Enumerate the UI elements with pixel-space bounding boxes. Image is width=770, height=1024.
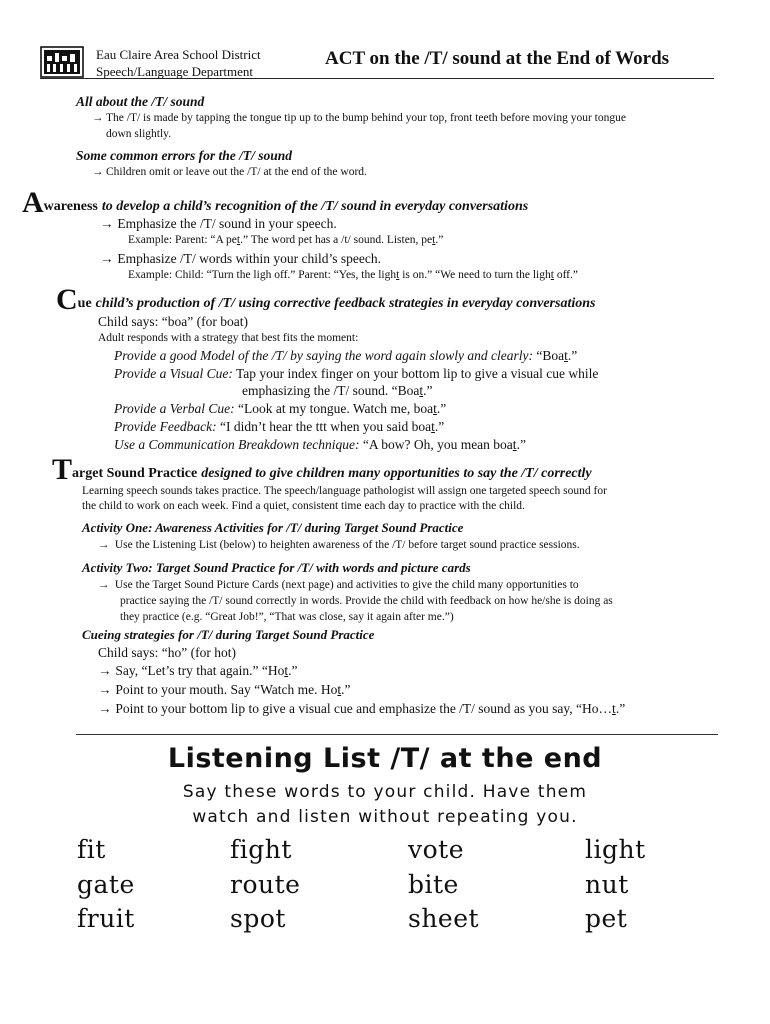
target-initial: T (52, 453, 73, 486)
awareness-example1: Example: Parent: “A pet.” The word pet has a /t/ sound. Listen, pet.” (128, 234, 444, 246)
district-name: Eau Claire Area School District (96, 47, 261, 62)
listening-instructions-line2: watch and listen without repeating you. (192, 807, 578, 827)
word-item: fight (230, 835, 292, 864)
header-district-block (96, 46, 261, 80)
arrow-icon: → (92, 166, 104, 178)
cue-description: child’s production of /T/ using corrective feedback strategies in everyday conversations (95, 296, 596, 311)
cue-visual: Provide a Visual Cue: Tap your index finger on your bottom lip to give a visual cue while (114, 366, 599, 381)
target-intro-line1: Learning speech sounds takes practice. The speech/language pathologist will assign one targeted speech sound for (82, 485, 607, 497)
arrow-icon: → (100, 251, 114, 266)
arrow-icon: → (98, 539, 110, 551)
word-item: light (585, 835, 646, 864)
arrow-icon: → (98, 579, 110, 591)
word-item: fit (77, 835, 106, 864)
section-divider (76, 734, 718, 735)
listening-instructions-line1: Say these words to your child. Have them (182, 782, 588, 802)
activity-two-line2: practice saying the /T/ sound correctly in words. Provide the child with feedback on how he/she is doing as (120, 595, 613, 607)
cue-verbal: Provide a Verbal Cue: “Look at my tongue. Watch me, boat.” (114, 401, 447, 416)
activity-one-item: → Use the Listening List (below) to heighten awareness of the /T/ before target sound practice sessions. (98, 539, 580, 551)
word-item: gate (77, 870, 135, 899)
cueing-item1: → Say, “Let’s try that again.” “Hot.” (98, 663, 298, 678)
target-heading: Target Sound Practice designed to give children many opportunities to say the /T/ correctly (52, 453, 592, 486)
word-item: bite (408, 870, 459, 899)
header-divider (40, 78, 714, 79)
arrow-icon: → (98, 701, 112, 716)
word-item: sheet (408, 904, 480, 933)
about-heading: All about the /T/ sound (76, 94, 205, 109)
awareness-initial: A (22, 186, 44, 219)
target-intro-line2: the child to work on each week. Find a quiet, consistent time each day to practice with the child. (82, 500, 525, 512)
cue-adult-responds: Adult responds with a strategy that best fits the moment: (98, 332, 359, 344)
awareness-heading: Awareness to develop a child’s recognition of the /T/ sound in everyday conversations (22, 186, 529, 219)
activity-two-line1: → Use the Target Sound Picture Cards (next page) and activities to give the child many opportunities to (98, 579, 579, 591)
activity-two-heading: Activity Two: Target Sound Practice for /T/ with words and picture cards (82, 560, 471, 575)
school-district-logo-icon (40, 46, 84, 78)
cue-breakdown: Use a Communication Breakdown technique: “A bow? Oh, you mean boat.” (114, 437, 526, 452)
about-line2: down slightly. (106, 128, 172, 140)
arrow-icon: → (98, 663, 112, 678)
about-line1: → The /T/ is made by tapping the tongue tip up to the bump behind your top, front teeth before moving your tongue (92, 112, 626, 124)
errors-heading: Some common errors for the /T/ sound (76, 148, 293, 163)
awareness-example2: Example: Child: “Turn the ligh off.” Parent: “Yes, the light is on.” “We need to turn the light off.” (128, 269, 578, 281)
cue-heading: Cue child’s production of /T/ using corrective feedback strategies in everyday conversations (56, 283, 596, 316)
activity-one-heading: Activity One: Awareness Activities for /T/ during Target Sound Practice (82, 520, 464, 535)
cue-visual-line2: emphasizing the /T/ sound. “Boat.” (242, 383, 433, 398)
cue-child-says: Child says: “boa” (for boat) (98, 314, 248, 329)
word-item: route (230, 870, 301, 899)
listening-list-title: Listening List /T/ at the end (167, 743, 603, 774)
department-name: Speech/Language Department (96, 64, 254, 79)
word-item: nut (585, 870, 629, 899)
word-item: fruit (77, 904, 135, 933)
cueing-heading: Cueing strategies for /T/ during Target Sound Practice (82, 627, 375, 642)
word-item: spot (230, 904, 286, 933)
arrow-icon: → (98, 682, 112, 697)
cue-model: Provide a good Model of the /T/ by saying the word again slowly and clearly: “Boat.” (114, 348, 578, 363)
page-title: ACT on the /T/ sound at the End of Words (325, 48, 670, 69)
awareness-description: to develop a child’s recognition of the /T/ sound in everyday conversations (101, 199, 529, 214)
cueing-item2: → Point to your mouth. Say “Watch me. Hot.” (98, 682, 351, 697)
errors-line1: → Children omit or leave out the /T/ at the end of the word. (92, 166, 367, 178)
target-description: designed to give children many opportunities to say the /T/ correctly (201, 466, 592, 481)
cue-feedback: Provide Feedback: “I didn’t hear the ttt when you said boat.” (114, 419, 445, 434)
activity-two-line3: they practice (e.g. “Great Job!”, “That was close, say it again after me.”) (120, 611, 454, 623)
awareness-item1: → Emphasize the /T/ sound in your speech. (100, 216, 337, 231)
arrow-icon: → (92, 112, 104, 124)
arrow-icon: → (100, 216, 114, 231)
cueing-item3: → Point to your bottom lip to give a visual cue and emphasize the /T/ sound as you say, “Ho…t.” (98, 701, 626, 716)
cue-initial: C (56, 283, 78, 316)
awareness-item2: → Emphasize /T/ words within your child’s speech. (100, 251, 381, 266)
cueing-child-says: Child says: “ho” (for hot) (98, 645, 236, 660)
word-item: pet (585, 904, 628, 933)
word-item: vote (408, 835, 465, 864)
